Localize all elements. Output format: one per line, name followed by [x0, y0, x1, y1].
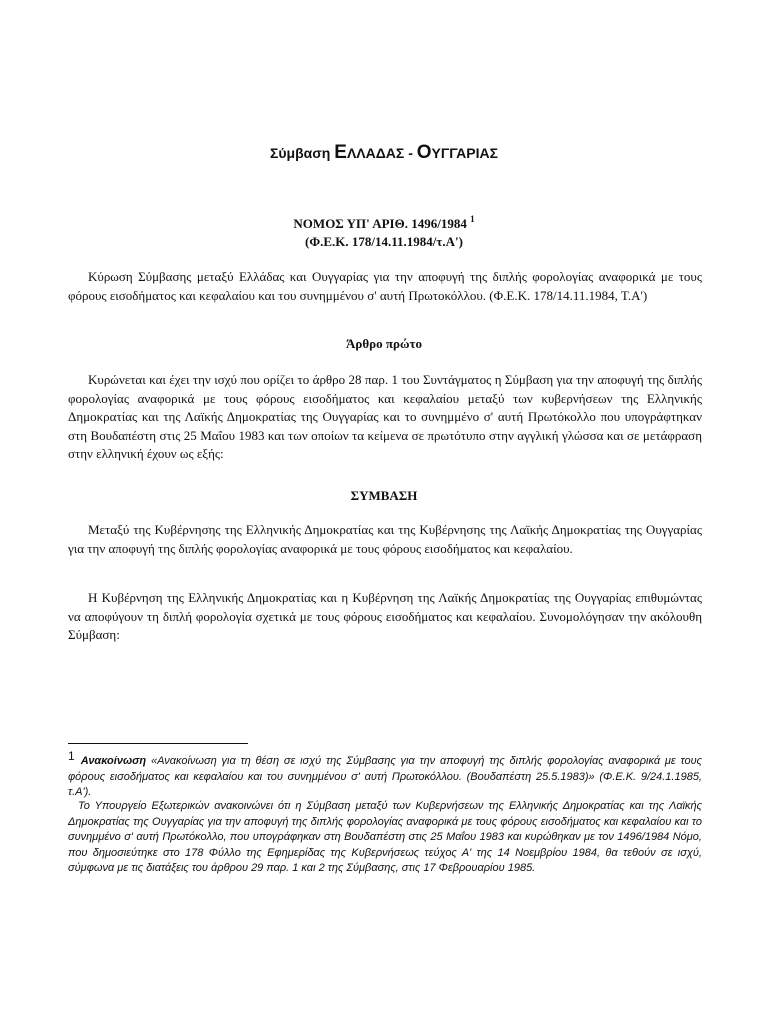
- fek-reference: (Φ.Ε.Κ. 178/14.11.1984/τ.Α'): [305, 234, 463, 249]
- footnote-text-1: «Ανακοίνωση για τη θέση σε ισχύ της Σύμβασης για την αποφυγή της διπλής φορολογίας αναφορικά με τους φόρους εισοδήματος και κεφαλαίου και του συνημμένου σ' αυτή Πρωτοκόλλου. (Βουδαπέστη 25.5.1983)» (Φ.Ε.Κ. 9/24.1.1985, τ.Α').: [68, 755, 702, 798]
- title-prefix: Σύμβαση: [269, 145, 331, 161]
- footnote-divider: [68, 743, 248, 744]
- title-initial-hungary: Ο: [416, 142, 432, 163]
- footnote-reference[interactable]: 1: [470, 214, 475, 224]
- title-rest-greece: ΛΛΑΔΑΣ -: [346, 145, 413, 161]
- intro-paragraph: Κύρωση Σύμβασης μεταξύ Ελλάδας και Ουγγαρίας για την αποφυγή της διπλής φορολογίας αναφορικά με τους φόρους εισοδήματος και κεφαλαίου και του συνημμένου σ' αυτή Πρωτοκόλλου. (Φ.Ε.Κ. 178/14.11.1984, Τ.Α'): [68, 269, 702, 303]
- article-heading: Άρθρο πρώτο: [346, 336, 422, 351]
- law-number: ΝΟΜΟΣ ΥΠ' ΑΡΙΘ. 1496/1984: [293, 216, 467, 231]
- document-title: [0, 142, 768, 164]
- footnote-term: Ανακοίνωση: [80, 755, 147, 767]
- law-heading: [0, 210, 768, 251]
- title-rest-hungary: ΥΓΓΑΡΙΑΣ: [431, 145, 499, 161]
- footnote-paragraph-2: Το Υπουργείο Εξωτερικών ανακοινώνει ότι η Σύμβαση μεταξύ των Κυβερνήσεων της Ελληνικής Δημοκρατίας και της Λαϊκής Δημοκρατίας της Ουγγαρίας για την αποφυγή της διπλής φορολογίας αναφορικά με τους φόρους εισοδήματος και κεφαλαίου και το συνημμένο σ' αυτή Πρωτόκολλο, που υπογράφηκαν στη Βουδαπέστη στις 25 Μαΐου 1983 και κυρώθηκαν με τον 1496/1984 Νόμο, που δημοσιεύτηκε στο 178 Φύλλο της Εφημερίδας της Κυβερνήσεως τεύχος Α' της 14 Νοεμβρίου 1984, θα τεθούν σε ισχύ, σύμφωνα με τις διατάξεις του άρθρου 29 παρ. 1 και 2 της Σύμβασης, στις 17 Φεβρουαρίου 1985.: [68, 800, 702, 874]
- footnote-paragraph-1: [68, 749, 702, 801]
- title-initial-greece: Ε: [334, 142, 347, 163]
- convention-heading: ΣΥΜΒΑΣΗ: [350, 488, 418, 503]
- footnote-marker: 1: [68, 749, 75, 763]
- article-paragraph: Κυρώνεται και έχει την ισχύ που ορίζει το άρθρο 28 παρ. 1 του Συντάγματος η Σύμβαση για την αποφυγή της διπλής φορολογίας αναφορικά με τους φόρους εισοδήματος και κεφαλαίου μεταξύ των κυβερνήσεων της Ελληνικής Δημοκρατίας και της Λαϊκής Δημοκρατίας της Ουγγαρίας και το συνημμένο σ' αυτή Πρωτόκολλο που υπογράφτηκαν στη Βουδαπέστη στις 25 Μαΐου 1983 και των οποίων τα κείμενα σε πρωτότυπο στην αγγλική γλώσσα και σε μετάφραση στην ελληνική έχουν ως εξής:: [68, 372, 702, 461]
- convention-paragraph-1: Μεταξύ της Κυβέρνησης της Ελληνικής Δημοκρατίας και της Κυβέρνησης της Λαϊκής Δημοκρατίας της Ουγγαρίας για την αποφυγή της διπλής φορολογίας αναφορικά με τους φόρους εισοδήματος και κεφαλαίου.: [68, 522, 702, 556]
- convention-paragraph-2: Η Κυβέρνηση της Ελληνικής Δημοκρατίας και η Κυβέρνηση της Λαϊκής Δημοκρατίας της Ουγγαρίας επιθυμώντας να αποφύγουν τη διπλή φορολογία σχετικά με τους φόρους εισοδήματος και κεφαλαίου. Συνομολόγησαν την ακόλουθη Σύμβαση:: [68, 590, 702, 642]
